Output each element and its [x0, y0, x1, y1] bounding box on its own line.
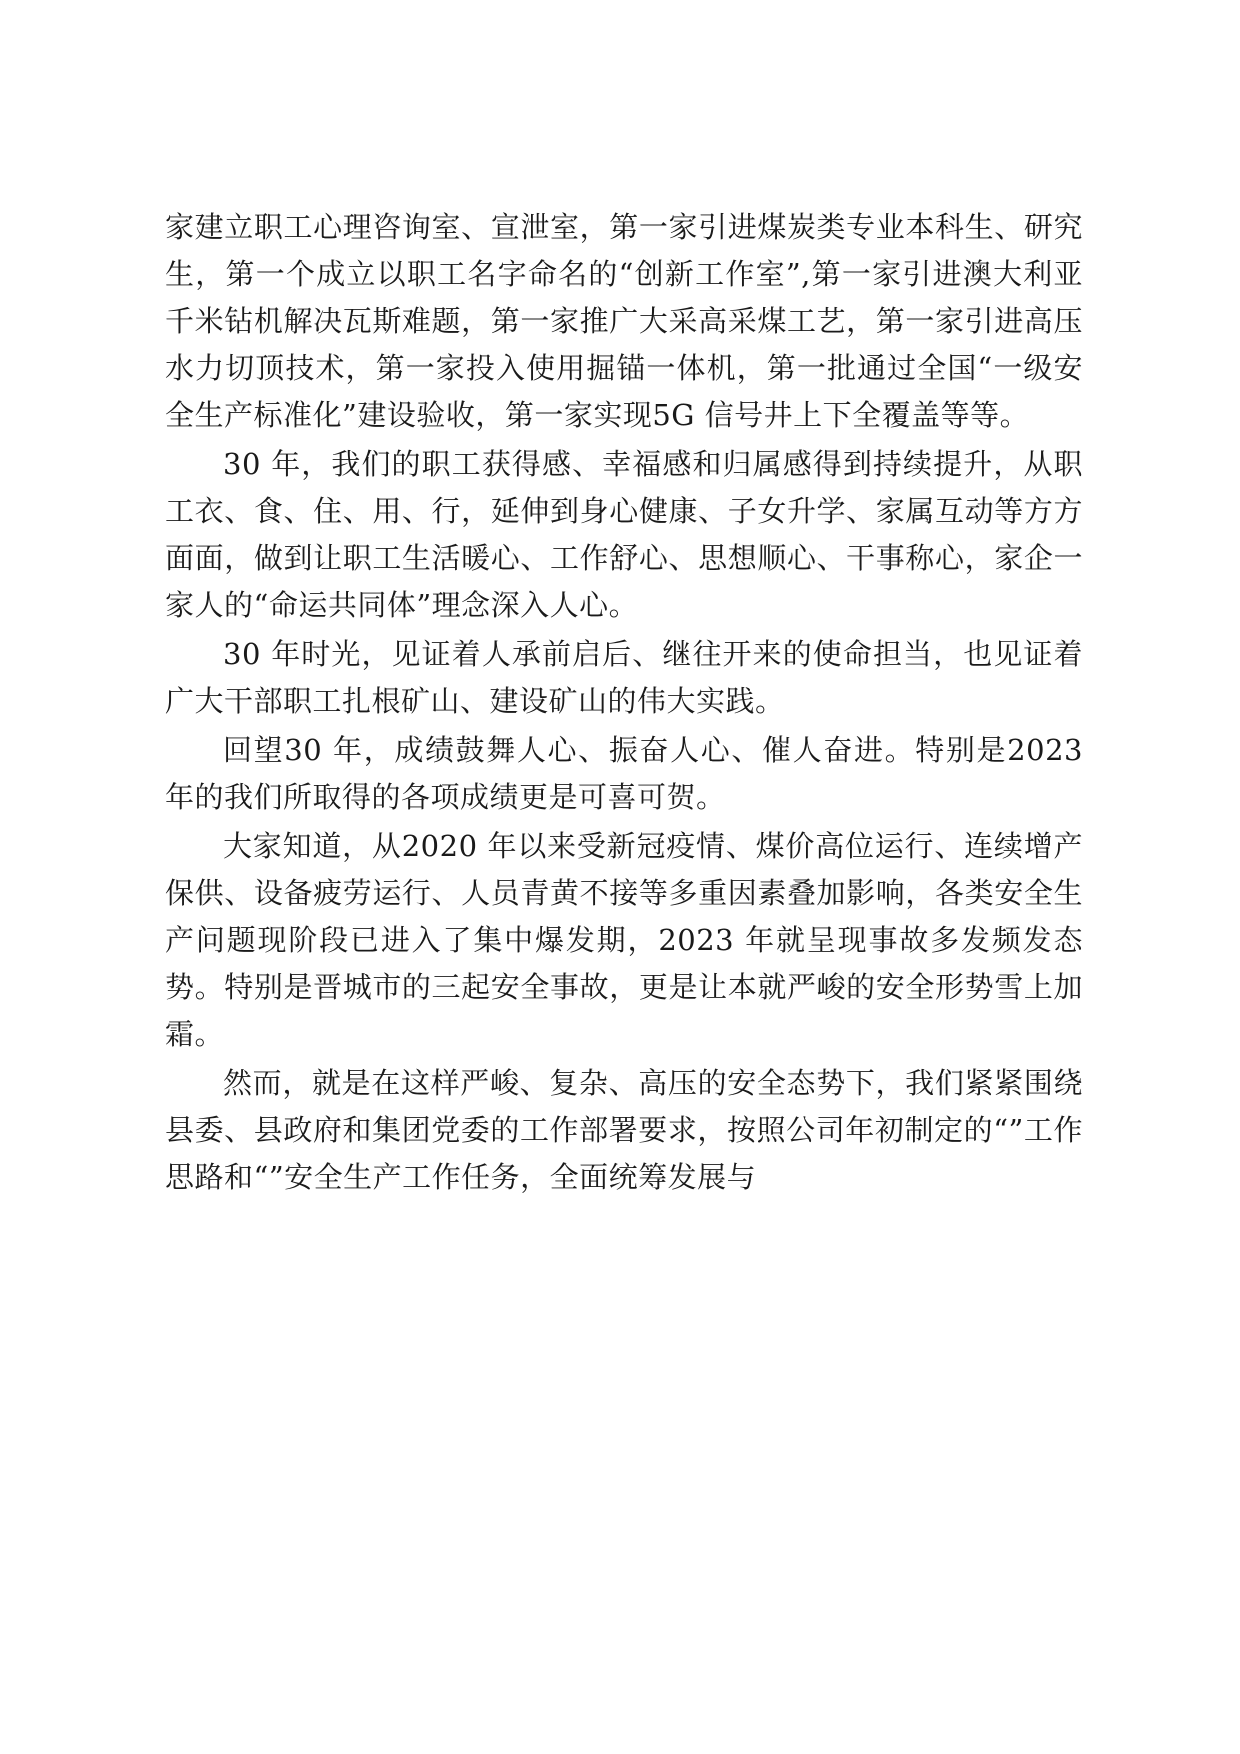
- paragraph-continuation: 家建立职工心理咨询室、宣泄室，第一家引进煤炭类专业本科生、研究生，第一个成立以职工名字命名的“创新工作室”,第一家引进澳大利亚千米钻机解决瓦斯难题，第一家推广大采高采煤工艺，第一家引进高压水力切顶技术，第一家投入使用掘锚一体机，第一批通过全国“一级安全生产标准化”建设验收，第一家实现5G 信号井上下全覆盖等等。: [165, 210, 1083, 432]
- document-body: [165, 204, 1083, 1201]
- paragraph-review: 回望30 年，成绩鼓舞人心、振奋人心、催人奋进。特别是2023 年的我们所取得的各项成绩更是可喜可贺。: [165, 733, 1083, 814]
- paragraph-employee-wellbeing: 30 年，我们的职工获得感、幸福感和归属感得到持续提升，从职工衣、食、住、用、行，延伸到身心健康、子女升学、家属互动等方方面面，做到让职工生活暖心、工作舒心、思想顺心、干事称心，家企一家人的“命运共同体”理念深入人心。: [165, 447, 1083, 622]
- paragraph-response: 然而，就是在这样严峻、复杂、高压的安全态势下，我们紧紧围绕县委、县政府和集团党委的工作部署要求，按照公司年初制定的“”工作思路和“”安全生产工作任务，全面统筹发展与: [165, 1066, 1083, 1194]
- paragraph-thirty-years: 30 年时光，见证着人承前启后、继往开来的使命担当，也见证着广大干部职工扎根矿山、建设矿山的伟大实践。: [165, 637, 1083, 718]
- paragraph-safety-context: 大家知道，从2020 年以来受新冠疫情、煤价高位运行、连续增产保供、设备疲劳运行、人员青黄不接等多重因素叠加影响，各类安全生产问题现阶段已进入了集中爆发期，2023 年就呈现事故多发频发态势。特别是晋城市的三起安全事故，更是让本就严峻的安全形势雪上加霜。: [165, 829, 1083, 1051]
